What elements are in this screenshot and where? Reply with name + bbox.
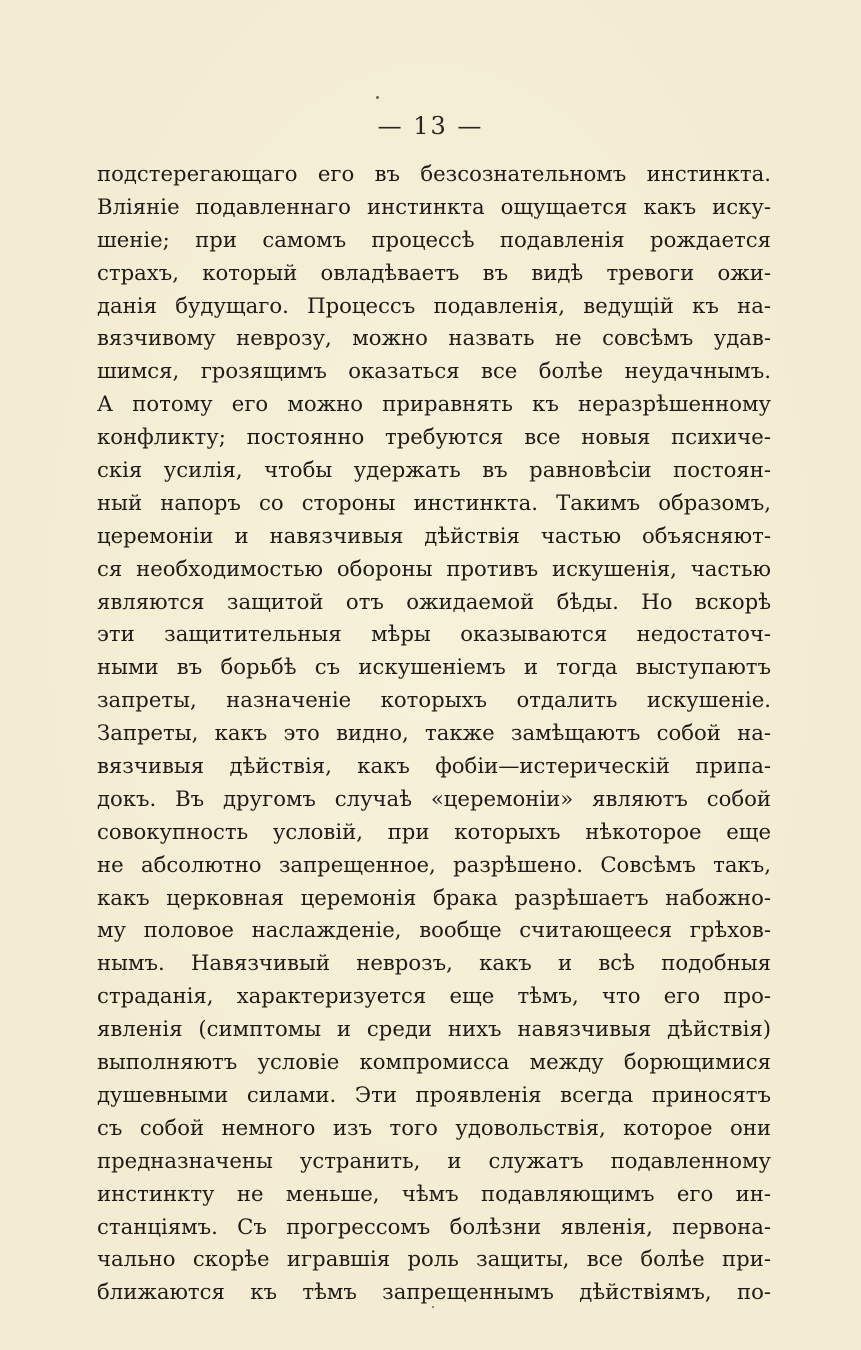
text-line: скія усилія, чтобы удержать въ равновѣсіи постоян- [97, 457, 771, 483]
text-line: ными въ борьбѣ съ искушеніемъ и тогда выступаютъ [97, 654, 771, 680]
text-line: съ собой немного изъ того удовольствія, которое они [97, 1114, 771, 1140]
text-line: нымъ. Навязчивый неврозъ, какъ и всѣ подобныя [97, 950, 771, 976]
text-line: ся необходимостью обороны противъ искушенія, частью [97, 555, 771, 581]
text-line: ближаются къ тѣмъ запрещеннымъ дѣйствіямъ, по- [97, 1279, 771, 1305]
text-line: станціямъ. Съ прогрессомъ болѣзни явленія, первона- [97, 1213, 771, 1239]
text-line: вязчивыя дѣйствія, какъ фобіи—истерическій припа- [97, 753, 771, 779]
text-line: совокупность условій, при которыхъ нѣкоторое еще [97, 818, 771, 844]
text-line: му половое наслажденіе, вообще считающееся грѣхов- [97, 917, 771, 943]
page-number: — 13 — [377, 112, 484, 140]
text-line: эти защитительныя мѣры оказываются недостаточ- [97, 621, 771, 647]
text-line: А потому его можно приравнять къ неразрѣшенному [97, 391, 771, 417]
text-line: шеніе; при самомъ процессѣ подавленія рождается [97, 226, 771, 252]
text-line: страданія, характеризуется еще тѣмъ, что его про- [97, 983, 771, 1009]
text-line: какъ церковная церемонія брака разрѣшаетъ набожно- [97, 884, 771, 910]
text-line: докъ. Въ другомъ случаѣ «церемоніи» являютъ собой [97, 785, 771, 811]
text-line: инстинкту не меньше, чѣмъ подавляющимъ его ин- [97, 1180, 771, 1206]
text-line: подстерегающаго его въ безсознательномъ инстинкта. [97, 161, 771, 186]
text-line: конфликту; постоянно требуются все новыя психиче- [97, 424, 771, 450]
text-line: предназначены устранить, и служатъ подавленному [97, 1147, 771, 1173]
text-line: являются защитой отъ ожидаемой бѣды. Но вскорѣ [97, 588, 771, 614]
text-line: Вліяніе подавленнаго инстинкта ощущается какъ иску- [97, 193, 771, 219]
text-line: данія будущаго. Процессъ подавленія, ведущій къ на- [97, 292, 771, 318]
text-line: ный напоръ со стороны инстинкта. Такимъ образомъ, [97, 489, 771, 515]
text-line: вязчивому неврозу, можно назвать не совсѣмъ удав- [97, 325, 771, 351]
text-line: страхъ, который овладѣваетъ въ видѣ тревоги ожи- [97, 259, 771, 285]
text-line: душевными силами. Эти проявленія всегда приносятъ [97, 1081, 771, 1107]
text-line: выполняютъ условіе компромисса между борющимися [97, 1049, 771, 1075]
text-line: шимся, грозящимъ оказаться все болѣе неудачнымъ. [97, 358, 771, 384]
text-line: чально скорѣе игравшія роль защиты, все болѣе при- [97, 1246, 771, 1272]
text-line: явленія (симптомы и среди нихъ навязчивыя дѣйствія) [97, 1016, 771, 1042]
body-text [97, 158, 771, 1309]
text-line: церемоніи и навязчивыя дѣйствія частью объясняют- [97, 522, 771, 548]
ink-speck [376, 96, 379, 99]
text-line: не абсолютно запрещенное, разрѣшено. Совсѣмъ такъ, [97, 851, 771, 877]
text-line: Запреты, какъ это видно, также замѣщаютъ собой на- [97, 720, 771, 746]
text-line: запреты, назначеніе которыхъ отдалить искушеніе. [97, 687, 771, 713]
